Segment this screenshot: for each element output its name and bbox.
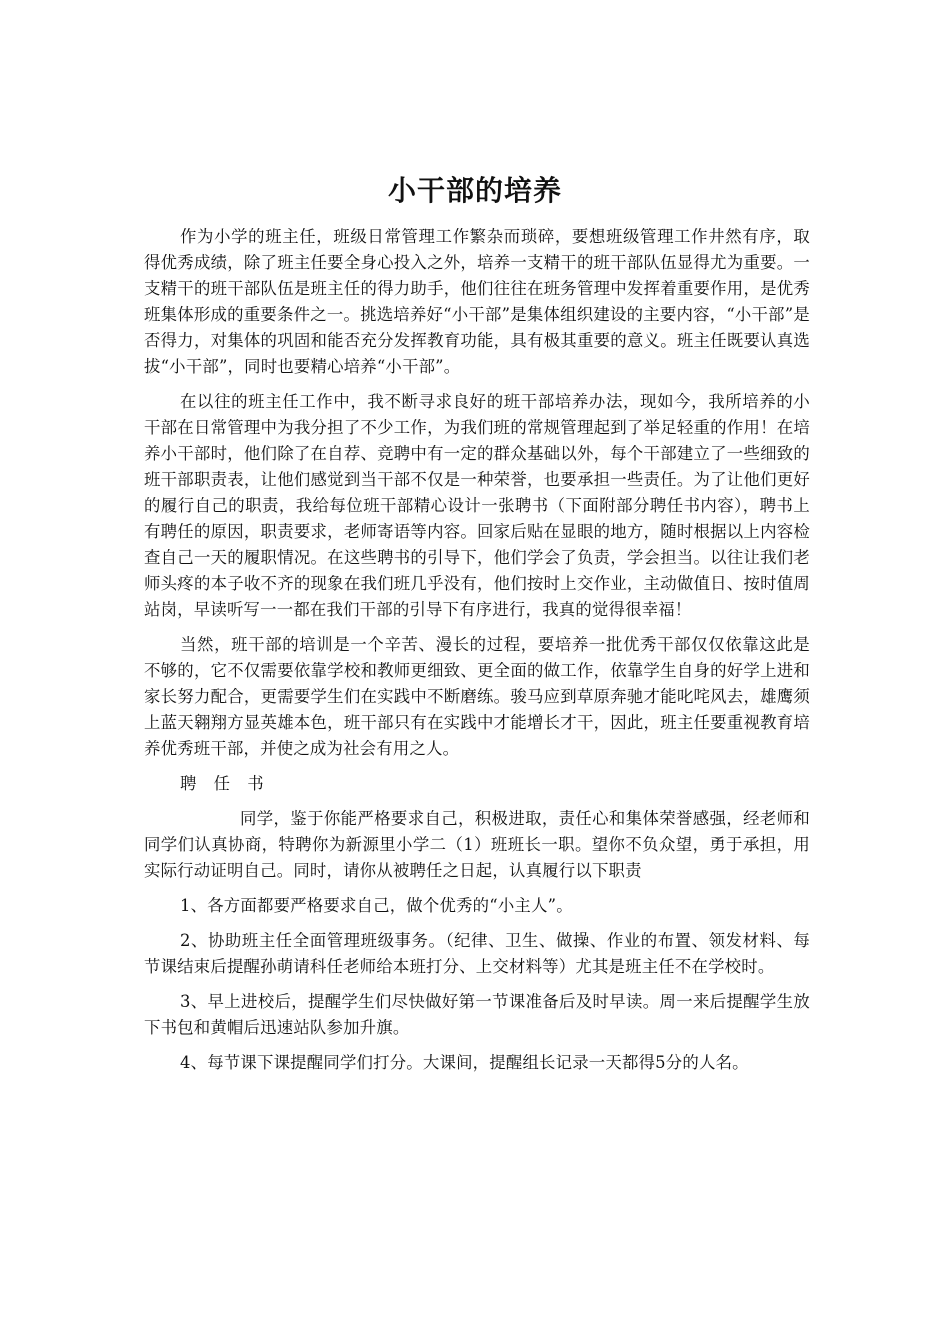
body-paragraph: 作为小学的班主任，班级日常管理工作繁杂而琐碎，要想班级管理工作井然有序，取得优秀成绩，除了班主任要全身心投入之外，培养一支精干的班干部队伍显得尤为重要。一支精干的班干部队伍是班主任的得力助手，他们往往在班务管理中发挥着重要作用，是优秀班集体形成的重要条件之一。挑选培养好“小干部”是集体组织建设的主要内容，“小干部”是否得力，对集体的巩固和能否充分发挥教育功能，具有极其重要的意义。班主任既要认真选拔“小干部”，同时也要精心培养“小干部”。: [144, 227, 810, 376]
document-body: [144, 224, 810, 1085]
duty-item: 3、早上进校后，提醒学生们尽快做好第一节课准备后及时早读。周一来后提醒学生放下书包和黄帽后迅速站队参加升旗。: [144, 992, 810, 1037]
appointment-letter-title: 聘 任 书: [180, 774, 270, 793]
duty-item: 4、每节课下课提醒同学们打分。大课间，提醒组长记录一天都得5分的人名。: [180, 1053, 749, 1072]
body-paragraph: 在以往的班主任工作中，我不断寻求良好的班干部培养办法，现如今，我所培养的小干部在日常管理中为我分担了不少工作，为我们班的常规管理起到了举足轻重的作用！在培养小干部时，他们除了在自荐、竞聘中有一定的群众基础以外，每个干部建立了一些细致的班干部职责表，让他们感觉到当干部不仅是一种荣誉，也要承担一些责任。为了让他们更好的履行自己的职责，我给每位班干部精心设计一张聘书（下面附部分聘任书内容），聘书上有聘任的原因，职责要求，老师寄语等内容。回家后贴在显眼的地方，随时根据以上内容检查自己一天的履职情况。在这些聘书的引导下，他们学会了负责，学会担当。以往让我们老师头疼的本子收不齐的现象在我们班几乎没有，他们按时上交作业，主动做值日、按时值周站岗，早读听写一一都在我们干部的引导下有序进行，我真的觉得很幸福！: [144, 392, 810, 619]
appointment-letter-opening: 同学，鉴于你能严格要求自己，积极进取，责任心和集体荣誉感强，经老师和同学们认真协商，特聘你为新源里小学二（1）班班长一职。望你不负众望，勇于承担，用实际行动证明自己。同时，请你从被聘任之日起，认真履行以下职责: [144, 809, 810, 880]
duty-item: 2、协助班主任全面管理班级事务。（纪律、卫生、做操、作业的布置、领发材料、每节课结束后提醒孙萌请科任老师给本班打分、上交材料等）尤其是班主任不在学校时。: [144, 931, 810, 976]
document-title: 小干部的培养: [387, 174, 562, 207]
duty-item: 1、各方面都要严格要求自己，做个优秀的“小主人”。: [180, 896, 573, 915]
body-paragraph: 当然，班干部的培训是一个辛苦、漫长的过程，要培养一批优秀干部仅仅依靠这此是不够的，它不仅需要依靠学校和教师更细致、更全面的做工作，依靠学生自身的好学上进和家长努力配合，更需要学生们在实践中不断磨练。骏马应到草原奔驰才能叱咤风去，雄鹰须上蓝天翱翔方显英雄本色，班干部只有在实践中才能增长才干，因此，班主任要重视教育培养优秀班干部，并使之成为社会有用之人。: [144, 635, 810, 758]
